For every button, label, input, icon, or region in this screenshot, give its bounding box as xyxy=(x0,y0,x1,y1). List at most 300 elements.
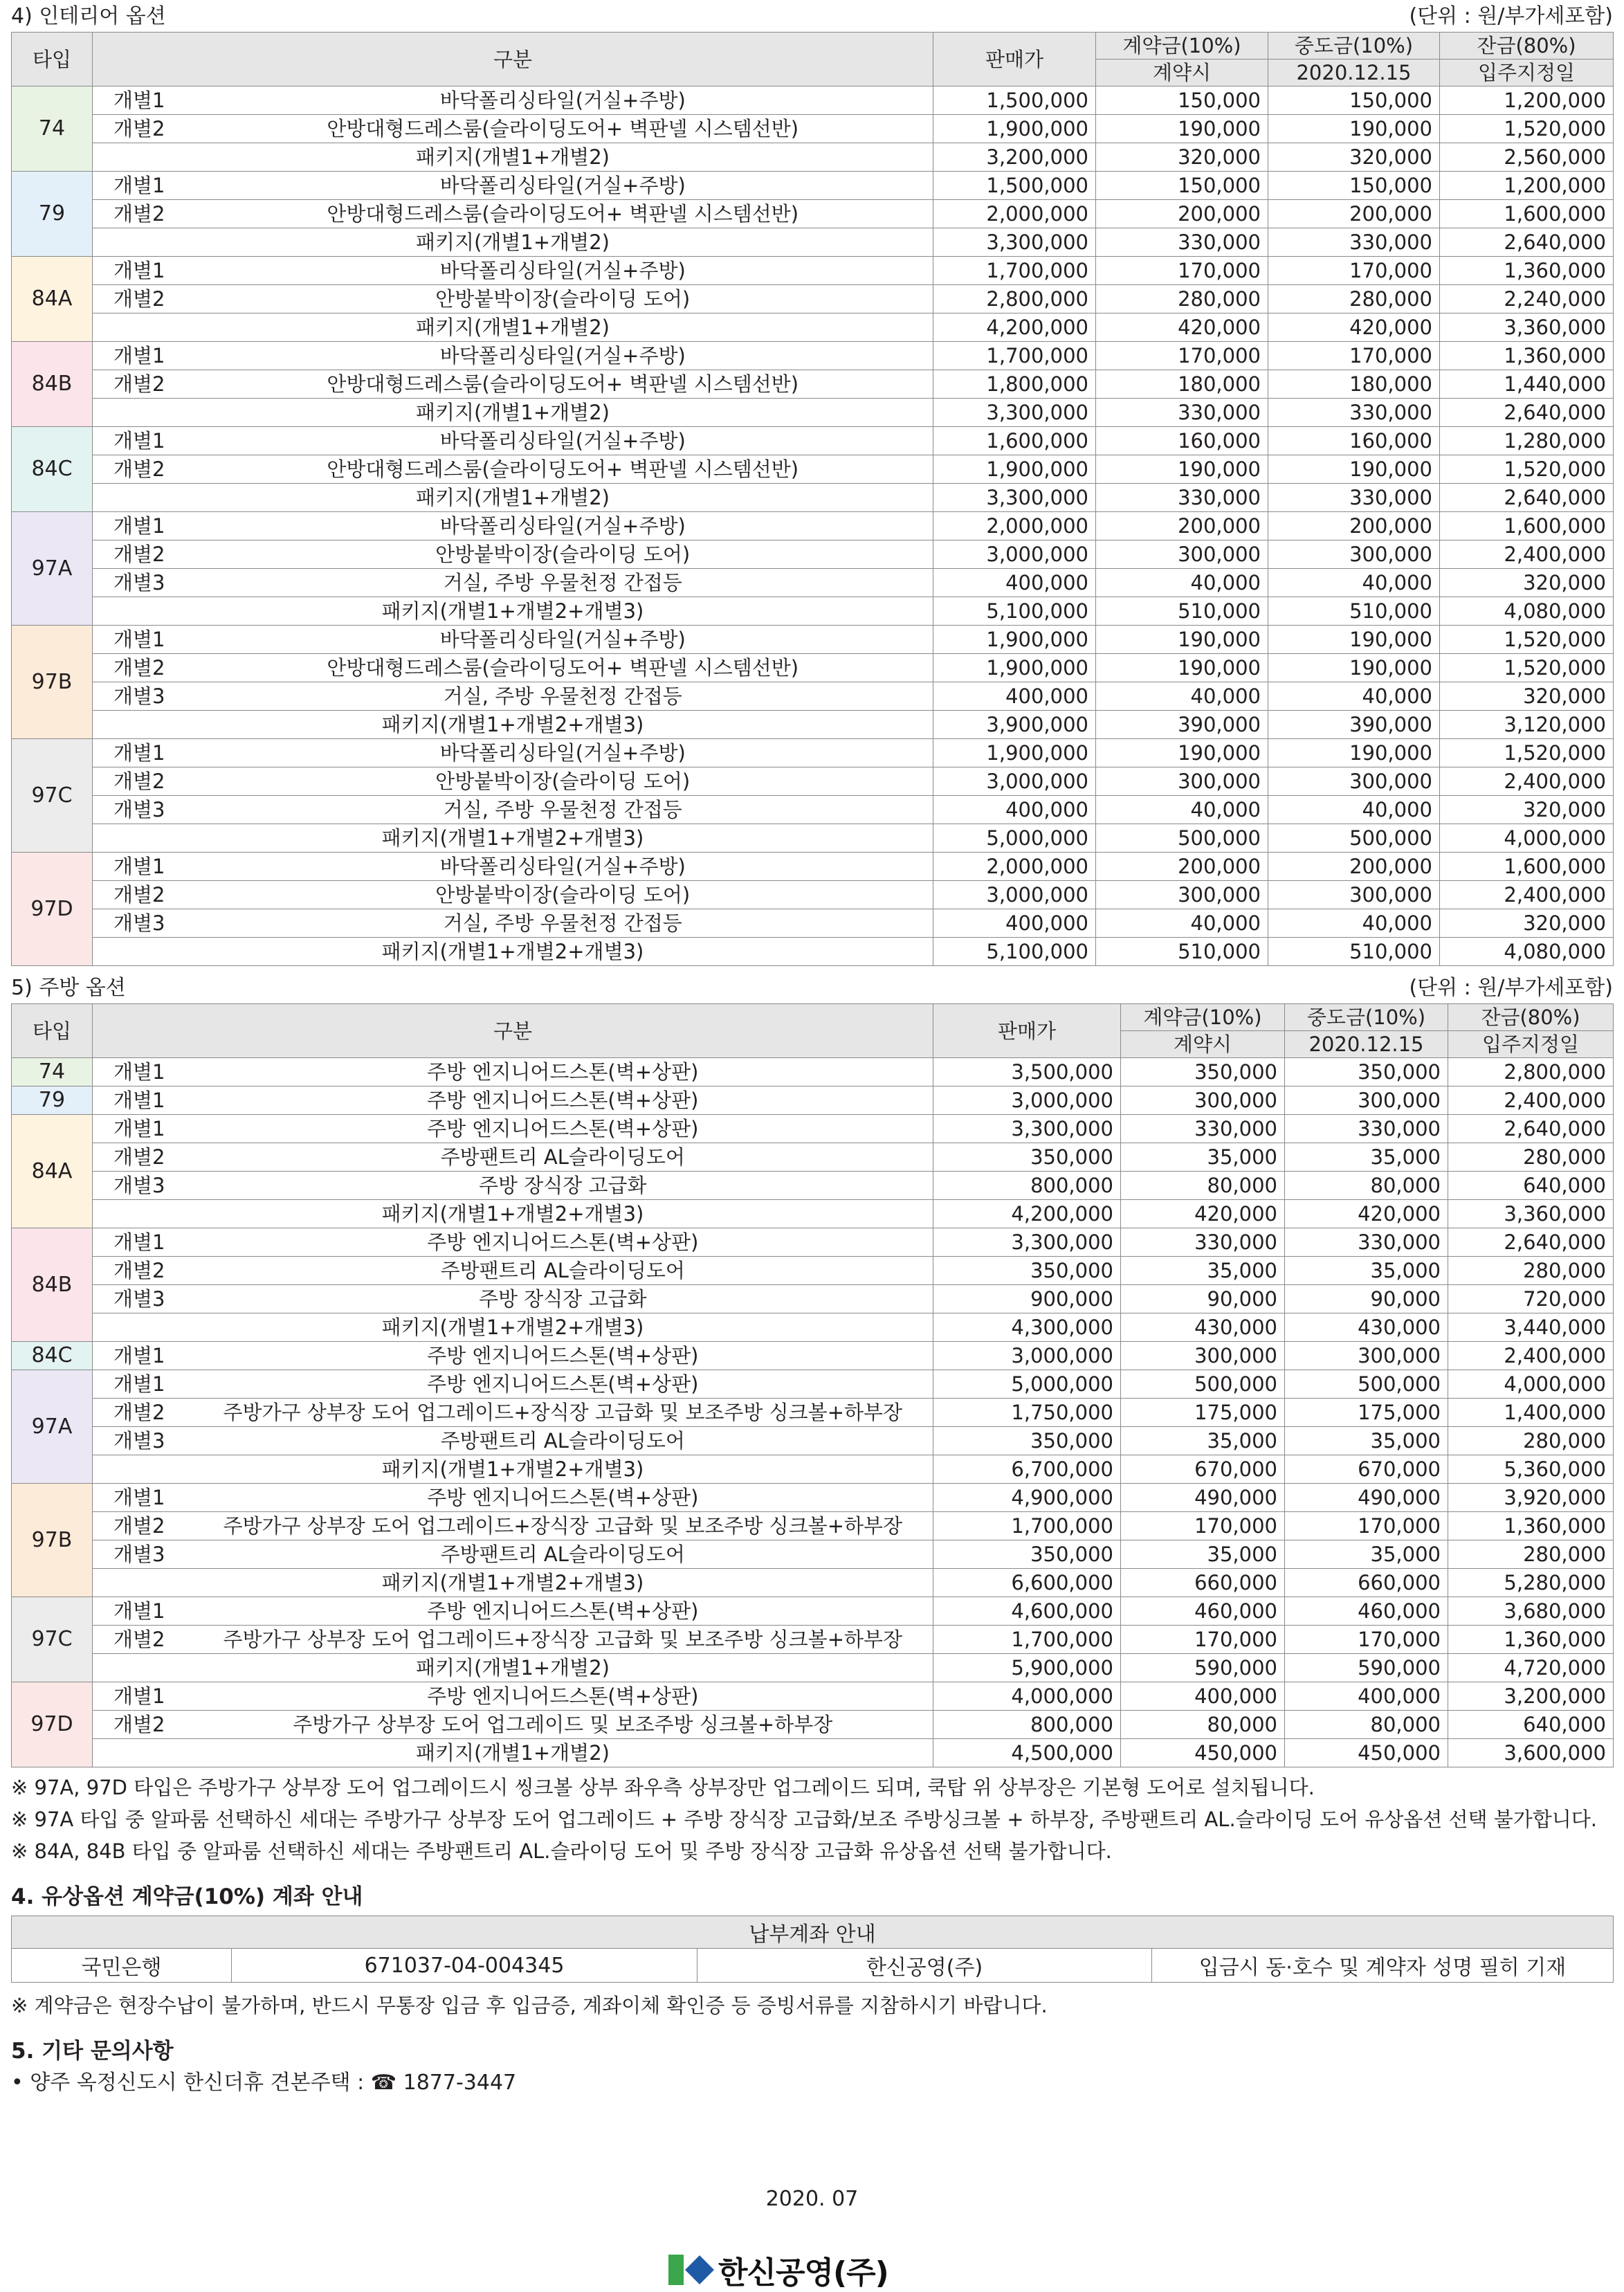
account-number: 671037-04-004345 xyxy=(232,1949,697,1983)
logo-text: 한신공영(주) xyxy=(718,2255,888,2291)
middle-cell: 300,000 xyxy=(1268,540,1440,569)
type-cell: 84A xyxy=(12,1115,93,1228)
type-cell: 74 xyxy=(12,1058,93,1086)
price-cell: 1,700,000 xyxy=(933,1626,1121,1654)
issue-date: 2020. 07 xyxy=(765,2187,859,2211)
deposit-cell: 170,000 xyxy=(1121,1626,1285,1654)
deposit-cell: 170,000 xyxy=(1121,1512,1285,1540)
balance-cell: 1,400,000 xyxy=(1448,1399,1614,1427)
deposit-cell: 590,000 xyxy=(1121,1654,1285,1682)
option-description: 바닥폴리싱타일(거실+주방) xyxy=(193,626,933,654)
deposit-cell: 500,000 xyxy=(1096,824,1268,853)
account-title: 4. 유상옵션 계약금(10%) 계좌 안내 xyxy=(11,1884,363,1909)
price-cell: 1,900,000 xyxy=(933,115,1096,143)
balance-cell: 280,000 xyxy=(1448,1540,1614,1569)
deposit-cell: 35,000 xyxy=(1121,1427,1285,1455)
table-row xyxy=(12,1058,1614,1086)
middle-cell: 300,000 xyxy=(1268,881,1440,909)
package-label: 패키지(개별1+개별2+개별3) xyxy=(93,1455,933,1484)
balance-cell: 5,360,000 xyxy=(1448,1455,1614,1484)
price-cell: 350,000 xyxy=(933,1427,1121,1455)
option-description: 주방가구 상부장 도어 업그레이드+장식장 고급화 및 보조주방 싱크볼+하부장 xyxy=(193,1626,933,1654)
option-code: 개별1 xyxy=(93,1370,193,1399)
deposit-cell: 160,000 xyxy=(1096,427,1268,455)
header-deposit: 계약금(10%) xyxy=(1121,1004,1285,1031)
middle-cell: 330,000 xyxy=(1285,1115,1448,1143)
middle-cell: 180,000 xyxy=(1268,370,1440,399)
table-row xyxy=(12,1086,1614,1115)
price-cell: 1,700,000 xyxy=(933,257,1096,285)
balance-cell: 2,640,000 xyxy=(1440,228,1614,257)
price-cell: 2,800,000 xyxy=(933,285,1096,313)
option-description: 바닥폴리싱타일(거실+주방) xyxy=(193,342,933,370)
balance-cell: 4,000,000 xyxy=(1448,1370,1614,1399)
deposit-cell: 200,000 xyxy=(1096,853,1268,881)
balance-cell: 1,520,000 xyxy=(1440,455,1614,484)
option-code: 개별2 xyxy=(93,654,193,682)
type-cell: 84C xyxy=(12,1342,93,1370)
table-row xyxy=(12,597,1614,626)
option-description: 주방가구 상부장 도어 업그레이드 및 보조주방 싱크볼+하부장 xyxy=(193,1711,933,1739)
price-cell: 400,000 xyxy=(933,569,1096,597)
price-cell: 5,000,000 xyxy=(933,824,1096,853)
price-cell: 1,500,000 xyxy=(933,172,1096,200)
price-cell: 350,000 xyxy=(933,1540,1121,1569)
option-code: 개별3 xyxy=(93,1172,193,1200)
price-cell: 3,300,000 xyxy=(933,1115,1121,1143)
deposit-cell: 300,000 xyxy=(1096,881,1268,909)
deposit-cell: 660,000 xyxy=(1121,1569,1285,1597)
middle-cell: 80,000 xyxy=(1285,1711,1448,1739)
header-balance-sub: 입주지정일 xyxy=(1440,60,1614,87)
middle-cell: 330,000 xyxy=(1268,228,1440,257)
header-deposit-sub: 계약시 xyxy=(1096,60,1268,87)
table-row xyxy=(12,569,1614,597)
price-cell: 1,750,000 xyxy=(933,1399,1121,1427)
type-cell: 79 xyxy=(12,1086,93,1115)
balance-cell: 3,440,000 xyxy=(1448,1313,1614,1342)
balance-cell: 4,720,000 xyxy=(1448,1654,1614,1682)
balance-cell: 2,800,000 xyxy=(1448,1058,1614,1086)
option-code: 개별1 xyxy=(93,1682,193,1711)
option-description: 주방팬트리 AL슬라이딩도어 xyxy=(193,1143,933,1172)
header-balance: 잔금(80%) xyxy=(1448,1004,1614,1031)
deposit-cell: 200,000 xyxy=(1096,512,1268,540)
price-cell: 3,300,000 xyxy=(933,1228,1121,1257)
balance-cell: 1,440,000 xyxy=(1440,370,1614,399)
deposit-cell: 190,000 xyxy=(1096,455,1268,484)
balance-cell: 1,600,000 xyxy=(1440,200,1614,228)
package-label: 패키지(개별1+개별2+개별3) xyxy=(93,711,933,739)
deposit-cell: 510,000 xyxy=(1096,938,1268,966)
table-row xyxy=(12,172,1614,200)
deposit-cell: 460,000 xyxy=(1121,1597,1285,1626)
balance-cell: 2,640,000 xyxy=(1440,484,1614,512)
option-description: 주방가구 상부장 도어 업그레이드+장식장 고급화 및 보조주방 싱크볼+하부장 xyxy=(193,1512,933,1540)
deposit-cell: 400,000 xyxy=(1121,1682,1285,1711)
deposit-cell: 300,000 xyxy=(1121,1342,1285,1370)
option-description: 바닥폴리싱타일(거실+주방) xyxy=(193,87,933,115)
table-row xyxy=(12,1228,1614,1257)
middle-cell: 430,000 xyxy=(1285,1313,1448,1342)
deposit-cell: 170,000 xyxy=(1096,257,1268,285)
middle-cell: 150,000 xyxy=(1268,87,1440,115)
middle-cell: 350,000 xyxy=(1285,1058,1448,1086)
option-code: 개별2 xyxy=(93,1512,193,1540)
option-description: 안방붙박이장(슬라이딩 도어) xyxy=(193,767,933,796)
header-balance: 잔금(80%) xyxy=(1440,33,1614,60)
price-cell: 3,000,000 xyxy=(933,1342,1121,1370)
table-row xyxy=(12,938,1614,966)
table-row xyxy=(12,909,1614,938)
kitchen-section-header xyxy=(11,972,1613,1003)
deposit-cell: 80,000 xyxy=(1121,1172,1285,1200)
account-remark: 입금시 동·호수 및 계약자 성명 필히 기재 xyxy=(1152,1949,1614,1983)
middle-cell: 40,000 xyxy=(1268,682,1440,711)
balance-cell: 2,640,000 xyxy=(1448,1115,1614,1143)
option-code: 개별3 xyxy=(93,796,193,824)
balance-cell: 1,520,000 xyxy=(1440,739,1614,767)
package-label: 패키지(개별1+개별2) xyxy=(93,399,933,427)
price-cell: 3,200,000 xyxy=(933,143,1096,172)
balance-cell: 1,520,000 xyxy=(1440,654,1614,682)
balance-cell: 280,000 xyxy=(1448,1257,1614,1285)
middle-cell: 300,000 xyxy=(1285,1086,1448,1115)
middle-cell: 510,000 xyxy=(1268,938,1440,966)
package-label: 패키지(개별1+개별2) xyxy=(93,143,933,172)
kitchen-title: 5) 주방 옵션 xyxy=(11,976,126,1000)
company-logo xyxy=(668,2250,888,2289)
option-description: 안방붙박이장(슬라이딩 도어) xyxy=(193,285,933,313)
option-code: 개별1 xyxy=(93,853,193,881)
middle-cell: 510,000 xyxy=(1268,597,1440,626)
price-cell: 1,700,000 xyxy=(933,1512,1121,1540)
balance-cell: 1,360,000 xyxy=(1440,342,1614,370)
middle-cell: 300,000 xyxy=(1268,767,1440,796)
balance-cell: 1,600,000 xyxy=(1440,512,1614,540)
deposit-cell: 320,000 xyxy=(1096,143,1268,172)
middle-cell: 160,000 xyxy=(1268,427,1440,455)
middle-cell: 500,000 xyxy=(1268,824,1440,853)
option-code: 개별1 xyxy=(93,626,193,654)
table-row xyxy=(12,711,1614,739)
option-description: 바닥폴리싱타일(거실+주방) xyxy=(193,739,933,767)
table-row xyxy=(12,654,1614,682)
deposit-cell: 420,000 xyxy=(1096,313,1268,342)
middle-cell: 170,000 xyxy=(1285,1512,1448,1540)
logo-diamond-icon xyxy=(685,2255,714,2284)
option-code: 개별1 xyxy=(93,257,193,285)
middle-cell: 460,000 xyxy=(1285,1597,1448,1626)
balance-cell: 1,280,000 xyxy=(1440,427,1614,455)
price-cell: 1,600,000 xyxy=(933,427,1096,455)
table-row xyxy=(12,1597,1614,1626)
price-cell: 400,000 xyxy=(933,909,1096,938)
type-cell: 97B xyxy=(12,626,93,739)
middle-cell: 35,000 xyxy=(1285,1540,1448,1569)
balance-cell: 3,200,000 xyxy=(1448,1682,1614,1711)
option-description: 안방대형드레스룸(슬라이딩도어+ 벽판넬 시스템선반) xyxy=(193,654,933,682)
deposit-cell: 35,000 xyxy=(1121,1143,1285,1172)
option-code: 개별2 xyxy=(93,1143,193,1172)
price-cell: 2,000,000 xyxy=(933,200,1096,228)
note-2: ※ 97A 타입 중 알파룸 선택하신 세대는 주방가구 상부장 도어 업그레이드 + 주방 장식장 고급화/보조 주방싱크볼 + 하부장, 주방팬트리 AL.슬라이딩 도어 유상옵션 선택 불가합니다. xyxy=(11,1808,1598,1831)
table-row xyxy=(12,540,1614,569)
middle-cell: 330,000 xyxy=(1285,1228,1448,1257)
option-description: 주방 엔지니어드스톤(벽+상판) xyxy=(193,1086,933,1115)
option-description: 안방붙박이장(슬라이딩 도어) xyxy=(193,881,933,909)
table-row xyxy=(12,342,1614,370)
interior-unit: (단위 : 원/부가세포함) xyxy=(1409,4,1613,28)
table-row xyxy=(12,1682,1614,1711)
deposit-cell: 420,000 xyxy=(1121,1200,1285,1228)
deposit-cell: 300,000 xyxy=(1096,540,1268,569)
deposit-cell: 190,000 xyxy=(1096,654,1268,682)
deposit-cell: 40,000 xyxy=(1096,909,1268,938)
middle-cell: 200,000 xyxy=(1268,853,1440,881)
balance-cell: 1,360,000 xyxy=(1448,1512,1614,1540)
deposit-cell: 300,000 xyxy=(1121,1086,1285,1115)
option-code: 개별2 xyxy=(93,370,193,399)
header-middle: 중도금(10%) xyxy=(1268,33,1440,60)
deposit-cell: 170,000 xyxy=(1096,342,1268,370)
balance-cell: 2,400,000 xyxy=(1448,1086,1614,1115)
middle-cell: 330,000 xyxy=(1268,484,1440,512)
balance-cell: 4,000,000 xyxy=(1440,824,1614,853)
option-code: 개별1 xyxy=(93,87,193,115)
price-cell: 4,300,000 xyxy=(933,1313,1121,1342)
deposit-cell: 40,000 xyxy=(1096,569,1268,597)
table-row xyxy=(12,626,1614,654)
price-cell: 4,900,000 xyxy=(933,1484,1121,1512)
option-description: 주방팬트리 AL슬라이딩도어 xyxy=(193,1540,933,1569)
option-code: 개별3 xyxy=(93,909,193,938)
deposit-cell: 40,000 xyxy=(1096,796,1268,824)
option-code: 개별1 xyxy=(93,1058,193,1086)
deposit-cell: 190,000 xyxy=(1096,115,1268,143)
deposit-cell: 330,000 xyxy=(1121,1115,1285,1143)
deposit-cell: 450,000 xyxy=(1121,1739,1285,1767)
balance-cell: 640,000 xyxy=(1448,1172,1614,1200)
type-cell: 97B xyxy=(12,1484,93,1597)
middle-cell: 300,000 xyxy=(1285,1342,1448,1370)
price-cell: 3,000,000 xyxy=(933,881,1096,909)
account-bank: 국민은행 xyxy=(12,1949,232,1983)
header-desc: 구분 xyxy=(93,1004,933,1058)
middle-cell: 500,000 xyxy=(1285,1370,1448,1399)
balance-cell: 280,000 xyxy=(1448,1143,1614,1172)
account-header: 납부계좌 안내 xyxy=(12,1916,1614,1949)
middle-cell: 175,000 xyxy=(1285,1399,1448,1427)
middle-cell: 170,000 xyxy=(1268,257,1440,285)
option-description: 안방대형드레스룸(슬라이딩도어+ 벽판넬 시스템선반) xyxy=(193,115,933,143)
table-row xyxy=(12,512,1614,540)
price-cell: 2,000,000 xyxy=(933,512,1096,540)
package-label: 패키지(개별1+개별2+개별3) xyxy=(93,1569,933,1597)
balance-cell: 1,520,000 xyxy=(1440,626,1614,654)
price-cell: 6,700,000 xyxy=(933,1455,1121,1484)
document xyxy=(11,0,1613,2099)
package-label: 패키지(개별1+개별2+개별3) xyxy=(93,824,933,853)
header-middle: 중도금(10%) xyxy=(1285,1004,1448,1031)
table-row xyxy=(12,285,1614,313)
deposit-cell: 350,000 xyxy=(1121,1058,1285,1086)
option-code: 개별1 xyxy=(93,1115,193,1143)
table-row xyxy=(12,200,1614,228)
middle-cell: 190,000 xyxy=(1268,654,1440,682)
option-description: 안방대형드레스룸(슬라이딩도어+ 벽판넬 시스템선반) xyxy=(193,200,933,228)
table-row xyxy=(12,767,1614,796)
balance-cell: 3,680,000 xyxy=(1448,1597,1614,1626)
table-row xyxy=(12,881,1614,909)
price-cell: 1,700,000 xyxy=(933,342,1096,370)
header-middle-sub: 2020.12.15 xyxy=(1268,60,1440,87)
deposit-cell: 330,000 xyxy=(1121,1228,1285,1257)
price-cell: 1,900,000 xyxy=(933,626,1096,654)
table-row xyxy=(12,853,1614,881)
option-code: 개별2 xyxy=(93,1399,193,1427)
balance-cell: 1,200,000 xyxy=(1440,172,1614,200)
option-code: 개별1 xyxy=(93,1086,193,1115)
balance-cell: 2,560,000 xyxy=(1440,143,1614,172)
table-row xyxy=(12,1427,1614,1455)
kitchen-options-table xyxy=(11,1003,1614,1767)
option-code: 개별2 xyxy=(93,881,193,909)
balance-cell: 320,000 xyxy=(1440,569,1614,597)
price-cell: 3,900,000 xyxy=(933,711,1096,739)
middle-cell: 90,000 xyxy=(1285,1285,1448,1313)
price-cell: 4,600,000 xyxy=(933,1597,1121,1626)
price-cell: 3,000,000 xyxy=(933,767,1096,796)
table-row xyxy=(12,257,1614,285)
header-deposit: 계약금(10%) xyxy=(1096,33,1268,60)
table-row xyxy=(12,115,1614,143)
logo-bar-icon xyxy=(668,2255,684,2285)
table-row xyxy=(12,313,1614,342)
table-row xyxy=(12,1512,1614,1540)
option-description: 주방 엔지니어드스톤(벽+상판) xyxy=(193,1370,933,1399)
price-cell: 3,000,000 xyxy=(933,540,1096,569)
middle-cell: 420,000 xyxy=(1285,1200,1448,1228)
header-price: 판매가 xyxy=(933,33,1096,87)
balance-cell: 1,360,000 xyxy=(1448,1626,1614,1654)
option-code: 개별1 xyxy=(93,1597,193,1626)
balance-cell: 640,000 xyxy=(1448,1711,1614,1739)
middle-cell: 450,000 xyxy=(1285,1739,1448,1767)
note-3: ※ 84A, 84B 타입 중 알파룸 선택하신 세대는 주방팬트리 AL.슬라이딩 도어 및 주방 장식장 고급화 유상옵션 선택 불가합니다. xyxy=(11,1839,1112,1863)
balance-cell: 3,360,000 xyxy=(1448,1200,1614,1228)
header-balance-sub: 입주지정일 xyxy=(1448,1031,1614,1058)
option-code: 개별1 xyxy=(93,342,193,370)
balance-cell: 2,640,000 xyxy=(1448,1228,1614,1257)
package-label: 패키지(개별1+개별2) xyxy=(93,484,933,512)
option-description: 바닥폴리싱타일(거실+주방) xyxy=(193,512,933,540)
table-row xyxy=(12,1540,1614,1569)
package-label: 패키지(개별1+개별2+개별3) xyxy=(93,1200,933,1228)
table-row xyxy=(12,228,1614,257)
middle-cell: 80,000 xyxy=(1285,1172,1448,1200)
middle-cell: 660,000 xyxy=(1285,1569,1448,1597)
option-code: 개별2 xyxy=(93,455,193,484)
balance-cell: 1,600,000 xyxy=(1440,853,1614,881)
option-description: 바닥폴리싱타일(거실+주방) xyxy=(193,172,933,200)
type-cell: 84C xyxy=(12,427,93,512)
price-cell: 3,300,000 xyxy=(933,484,1096,512)
deposit-cell: 80,000 xyxy=(1121,1711,1285,1739)
package-label: 패키지(개별1+개별2) xyxy=(93,1739,933,1767)
table-row xyxy=(12,1399,1614,1427)
type-cell: 97C xyxy=(12,739,93,853)
middle-cell: 190,000 xyxy=(1268,455,1440,484)
table-row xyxy=(12,1569,1614,1597)
middle-cell: 190,000 xyxy=(1268,115,1440,143)
price-cell: 800,000 xyxy=(933,1711,1121,1739)
price-cell: 4,500,000 xyxy=(933,1739,1121,1767)
table-row xyxy=(12,143,1614,172)
price-cell: 5,100,000 xyxy=(933,938,1096,966)
price-cell: 1,900,000 xyxy=(933,455,1096,484)
header-type: 타입 xyxy=(12,1004,93,1058)
balance-cell: 3,120,000 xyxy=(1440,711,1614,739)
price-cell: 800,000 xyxy=(933,1172,1121,1200)
deposit-cell: 190,000 xyxy=(1096,739,1268,767)
option-description: 바닥폴리싱타일(거실+주방) xyxy=(193,427,933,455)
option-code: 개별1 xyxy=(93,427,193,455)
option-description: 안방대형드레스룸(슬라이딩도어+ 벽판넬 시스템선반) xyxy=(193,455,933,484)
note-1: ※ 97A, 97D 타입은 주방가구 상부장 도어 업그레이드시 씽크볼 상부 좌우측 상부장만 업그레이드 되며, 쿡탑 위 상부장은 기본형 도어로 설치됩니다. xyxy=(11,1776,1315,1799)
price-cell: 4,200,000 xyxy=(933,1200,1121,1228)
middle-cell: 170,000 xyxy=(1285,1626,1448,1654)
table-row xyxy=(12,455,1614,484)
table-row xyxy=(12,1711,1614,1739)
table-row xyxy=(12,1370,1614,1399)
balance-cell: 4,080,000 xyxy=(1440,597,1614,626)
price-cell: 900,000 xyxy=(933,1285,1121,1313)
deposit-cell: 35,000 xyxy=(1121,1540,1285,1569)
type-cell: 97C xyxy=(12,1597,93,1682)
deposit-cell: 200,000 xyxy=(1096,200,1268,228)
option-description: 안방붙박이장(슬라이딩 도어) xyxy=(193,540,933,569)
deposit-cell: 40,000 xyxy=(1096,682,1268,711)
deposit-cell: 150,000 xyxy=(1096,172,1268,200)
misc-title: 5. 기타 문의사항 xyxy=(11,2039,174,2064)
deposit-cell: 300,000 xyxy=(1096,767,1268,796)
option-code: 개별3 xyxy=(93,1427,193,1455)
balance-cell: 720,000 xyxy=(1448,1285,1614,1313)
account-table xyxy=(11,1916,1614,1983)
interior-table-body xyxy=(12,87,1614,966)
price-cell: 1,900,000 xyxy=(933,654,1096,682)
deposit-cell: 175,000 xyxy=(1121,1399,1285,1427)
type-cell: 84B xyxy=(12,1228,93,1342)
option-description: 바닥폴리싱타일(거실+주방) xyxy=(193,853,933,881)
price-cell: 4,200,000 xyxy=(933,313,1096,342)
package-label: 패키지(개별1+개별2+개별3) xyxy=(93,1313,933,1342)
option-code: 개별1 xyxy=(93,512,193,540)
option-description: 주방 엔지니어드스톤(벽+상판) xyxy=(193,1342,933,1370)
balance-cell: 3,600,000 xyxy=(1448,1739,1614,1767)
price-cell: 350,000 xyxy=(933,1143,1121,1172)
price-cell: 1,900,000 xyxy=(933,739,1096,767)
middle-cell: 400,000 xyxy=(1285,1682,1448,1711)
price-cell: 5,900,000 xyxy=(933,1654,1121,1682)
account-note: ※ 계약금은 현장수납이 불가하며, 반드시 무통장 입금 후 입금증, 계좌이체 확인증 등 증빙서류를 지참하시기 바랍니다. xyxy=(11,1994,1048,2017)
price-cell: 5,100,000 xyxy=(933,597,1096,626)
table-row xyxy=(12,1455,1614,1484)
table-row xyxy=(12,824,1614,853)
kitchen-unit: (단위 : 원/부가세포함) xyxy=(1409,976,1613,1000)
middle-cell: 190,000 xyxy=(1268,739,1440,767)
